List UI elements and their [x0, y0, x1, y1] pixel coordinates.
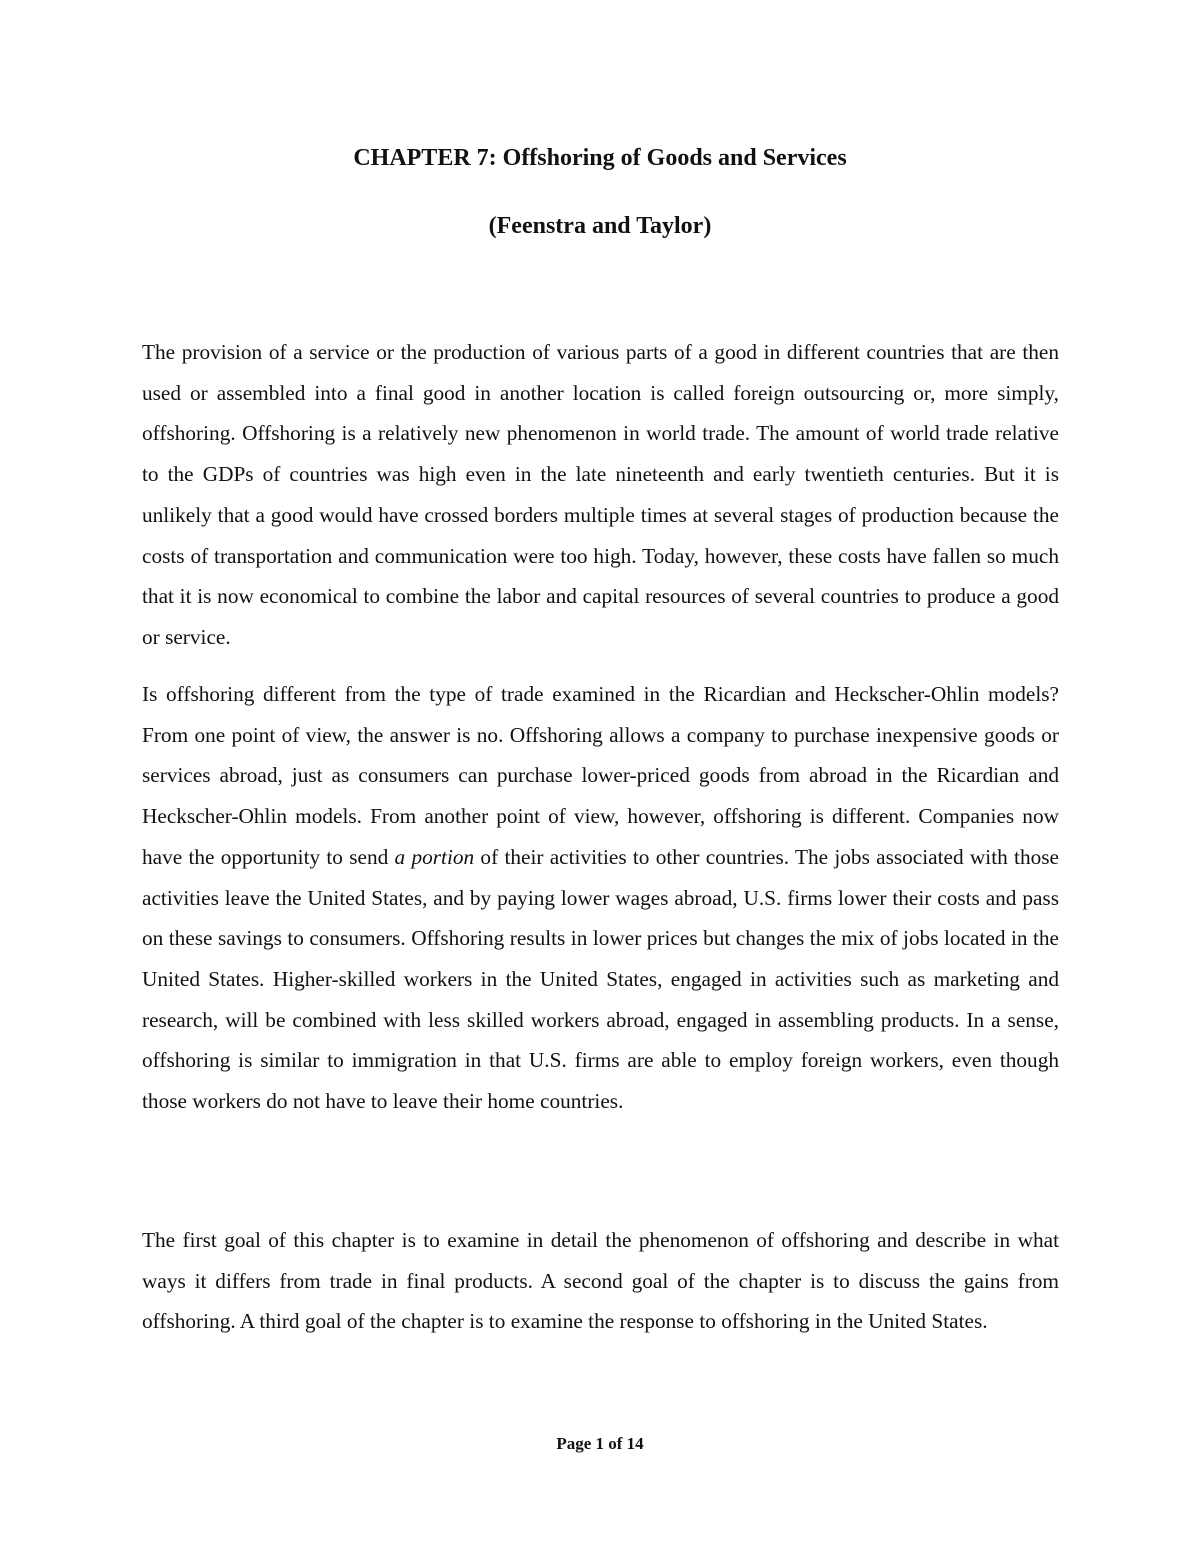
chapter-subtitle: (Feenstra and Taylor): [488, 213, 712, 239]
page-number: Page 1 of 14: [556, 1434, 644, 1453]
chapter-title: CHAPTER 7: Offshoring of Goods and Services: [353, 145, 847, 171]
paragraph-intro: The provision of a service or the production of various parts of a good in different countries that are then used or assembled into a final good in another location is called foreign outsourcing or, more simply, offshoring. Offshoring is a relatively new phenomenon in world trade. The amount of world trade relative to the GDPs of countries was high even in the late nineteenth and early twentieth centuries. But it is unlikely that a good would have crossed borders multiple times at several stages of production because the costs of transportation and communication were too high. Today, however, these costs have fallen so much that it is now economical to combine the labor and capital resources of several countries to produce a good or service.: [142, 340, 1059, 649]
paragraph-offshoring-difference: [142, 674, 1059, 1122]
paragraph-text-before-emphasis: Is offshoring different from the type of trade examined in the Ricardian and Heckscher-Ohlin models? From one point of view, the answer is no. Offshoring allows a company to purchase inexpensive goods or services abroad, just as consumers can purchase lower-priced goods from abroad in the Ricardian and Heckscher-Ohlin models. From another point of view, however, offshoring is different. Companies now have the opportunity to send: [142, 682, 1059, 869]
emphasis-a-portion: a portion: [394, 844, 475, 869]
paragraph-chapter-goals: The first goal of this chapter is to examine in detail the phenomenon of offshoring and describe in what ways it differs from trade in final products. A second goal of the chapter is to discuss the gains from offshoring. A third goal of the chapter is to examine the response to offshoring in the United States.: [142, 1228, 1059, 1334]
paragraph-text-after-emphasis: of their activities to other countries. The jobs associated with those activities leave the United States, and by paying lower wages abroad, U.S. firms lower their costs and pass on these savings to consumers. Offshoring results in lower prices but changes the mix of jobs located in the United States. Higher-skilled workers in the United States, engaged in activities such as marketing and research, will be combined with less skilled workers abroad, engaged in assembling products. In a sense, offshoring is similar to immigration in that U.S. firms are able to employ foreign workers, even though those workers do not have to leave their home countries.: [142, 844, 1059, 1114]
